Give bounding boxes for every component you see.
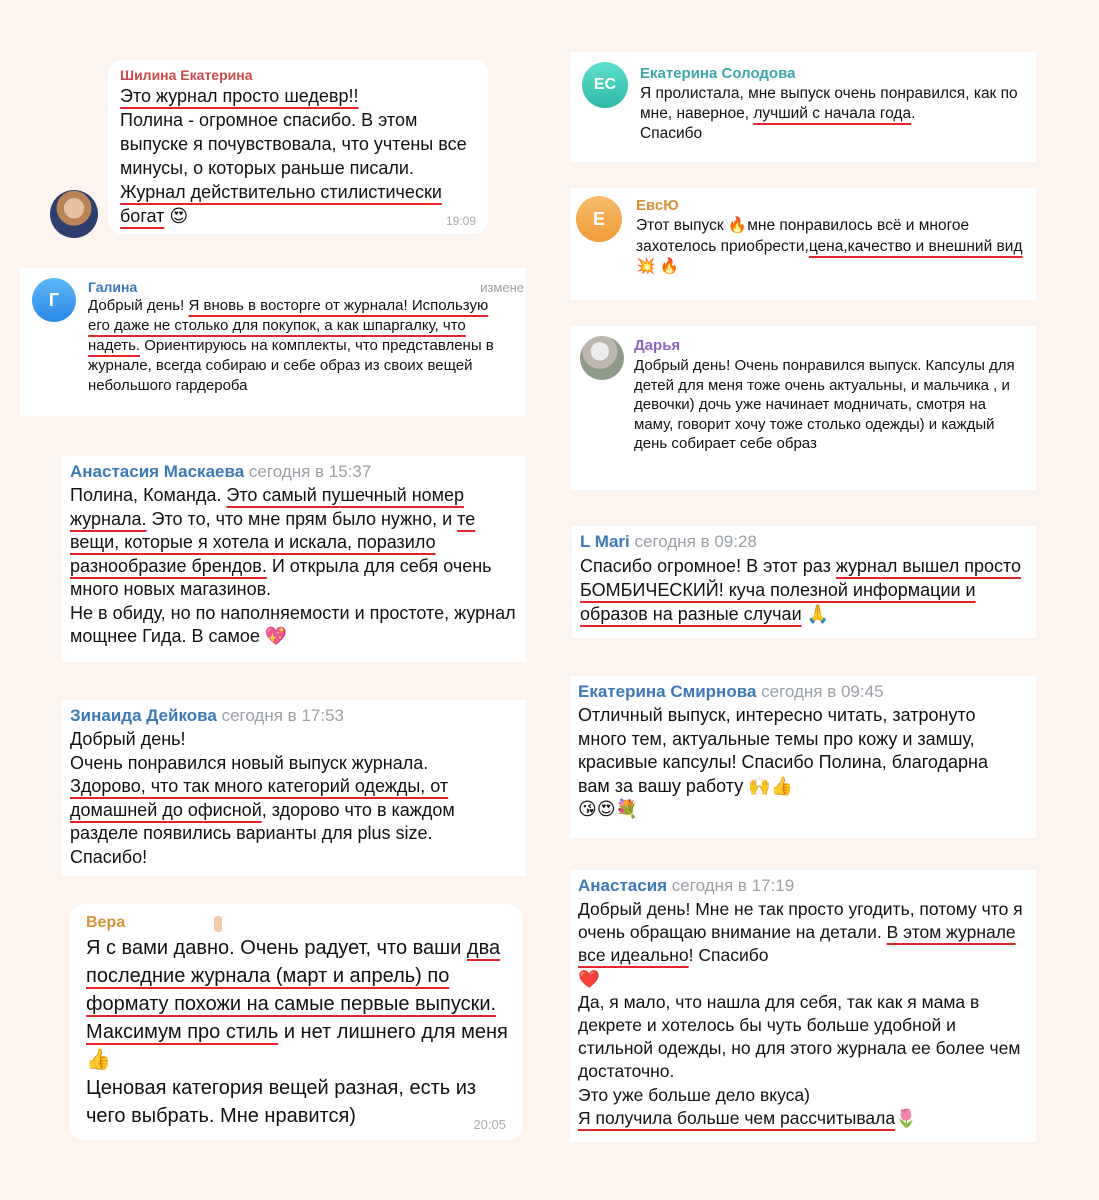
text-segment: Добрый день! Очень понравился выпуск. Капсулы для детей для меня тоже очень актуальны, и мальчика , и девочки) дочь уже начинает модничать, смотря на маму, говорит хочу тоже столько одежды) и каждый день собирает себе образ: [634, 357, 1015, 453]
text-segment: ❤️: [578, 968, 600, 989]
text-segment: Спасибо огромное! В этот раз: [580, 556, 836, 576]
review-card-evsyu: [570, 188, 1036, 300]
message-time: сегодня в 09:28: [634, 532, 757, 551]
author-name[interactable]: Дарья: [634, 337, 681, 354]
review-text: [70, 728, 520, 869]
underlined-phrase: два последние журнала (март и апрель) по формату похожи на самые первые выпуски. Максимум про стиль: [86, 937, 501, 1043]
underlined-phrase: цена,качество и внешний вид: [808, 237, 1023, 255]
author-name[interactable]: Екатерина Солодова: [640, 65, 796, 82]
text-segment: и нет лишнего для меня👍: [86, 1021, 508, 1071]
review-text: [578, 704, 1023, 822]
author-name[interactable]: Екатерина Смирнова: [578, 682, 757, 701]
review-card-solodova: [570, 52, 1036, 162]
text-segment: Ценовая категория вещей разная, есть из чего выбрать. Мне нравится): [86, 1077, 477, 1127]
text-segment: 🙏: [801, 604, 830, 624]
underlined-phrase: Это журнал просто шедевр!!: [120, 86, 359, 106]
review-card-maskaeva: [62, 456, 526, 662]
message-time: сегодня в 17:19: [671, 876, 795, 895]
underlined-phrase: те вещи, которые я хотела и искала, поразило разнообразие брендов.: [70, 508, 476, 576]
review-card-darya: [570, 326, 1036, 490]
author-name[interactable]: Зинаида Дейкова: [70, 706, 217, 725]
text-segment: 😍: [164, 206, 189, 226]
review-card-shilina: [108, 60, 488, 234]
text-segment: Добрый день!: [70, 729, 186, 749]
edited-label: измене: [480, 280, 524, 295]
text-segment: Добрый день!: [88, 297, 189, 314]
author-name[interactable]: Анастасия: [578, 876, 668, 895]
author-name[interactable]: L Mari: [580, 532, 630, 551]
text-segment: Не в обиду, но по наполняемости и простоте, журнал мощнее Гида. В самое 💖: [70, 602, 516, 646]
avatar-shilina[interactable]: [50, 190, 98, 238]
text-segment: Отличный выпуск, интересно читать, затронуто много тем, актуальные темы про кожу и замшу, красивые капсулы! Спасибо Полина, благодарна вам за вашу работу 🙌👍: [578, 705, 989, 796]
review-text: [636, 216, 1028, 278]
text-segment: Очень понравился новый выпуск журнала.: [70, 752, 429, 773]
review-card-anastasia: [570, 870, 1036, 1142]
author-name[interactable]: Галина: [88, 279, 138, 295]
review-card-vera: [70, 904, 522, 1140]
message-time: 19:09: [445, 214, 476, 228]
avatar-galina[interactable]: Г: [32, 278, 76, 322]
message-time: сегодня в 09:45: [761, 682, 884, 701]
author-name[interactable]: Шилина Екатерина: [120, 67, 253, 83]
text-segment: Я пролистала, мне выпуск очень понравился, как по мне, наверное,: [640, 85, 1018, 122]
text-segment: .: [911, 105, 916, 122]
author-name[interactable]: Анастасия Маскаева: [70, 462, 245, 481]
text-segment: ! Спасибо: [688, 945, 769, 966]
underlined-phrase: В этом журнале все идеально: [578, 922, 1016, 966]
avatar-solodova[interactable]: ЕС: [582, 62, 628, 108]
text-segment: И открыла для себя очень много новых магазинов.: [70, 555, 492, 599]
review-card-smirnova: [570, 676, 1036, 838]
underlined-phrase: Здорово, что так много категорий одежды, от домашней до офисной: [70, 776, 449, 820]
review-text: [580, 554, 1025, 626]
author-name[interactable]: ЕвсЮ: [636, 197, 679, 214]
text-segment: Это то, что мне прям было нужно, и: [146, 508, 458, 529]
underlined-phrase: Это самый пушечный номер журнала.: [70, 485, 465, 529]
review-text: [120, 84, 480, 228]
review-text: [70, 484, 520, 649]
text-segment: Спасибо!: [70, 846, 148, 867]
review-card-galina: [20, 268, 526, 416]
review-card-deikova: [62, 700, 526, 876]
text-segment: 🌷: [895, 1107, 917, 1128]
message-time: сегодня в 15:37: [248, 462, 372, 481]
text-segment: 💥 🔥: [636, 258, 679, 275]
text-segment: Спасибо: [640, 125, 703, 142]
underlined-phrase: журнал вышел просто БОМБИЧЕСКИЙ! куча полезной информации и образов на разные случаи: [580, 556, 1022, 624]
text-segment: Да, я мало, что нашла для себя, так как я мама в декрете и хотелось бы чуть больше удобной и стильной одежды, но для этого журнала ее более чем достаточно.: [578, 991, 1021, 1082]
decor-icon: [214, 916, 222, 932]
text-segment: Полина, Команда.: [70, 485, 227, 505]
review-text: [88, 296, 508, 396]
author-name[interactable]: Вера: [86, 914, 126, 931]
text-segment: Полина - огромное спасибо. В этом выпуске я почувствовала, что учтены все минусы, о которых раньше писали.: [120, 110, 467, 178]
underlined-phrase: Журнал действительно стилистически богат: [120, 182, 442, 226]
text-segment: 😘😍💐: [578, 799, 638, 819]
avatar-evsyu[interactable]: Е: [576, 196, 622, 242]
underlined-phrase: лучший с начала года: [753, 105, 912, 122]
text-segment: Я с вами давно. Очень радует, что ваши: [86, 937, 467, 959]
review-text: [86, 934, 511, 1130]
text-segment: Это уже больше дело вкуса): [578, 1084, 810, 1105]
underlined-phrase: Я вновь в восторге от журнала! Использую его даже не столько для покупок, а как шпаргалку, что надеть.: [88, 297, 489, 354]
review-text: [578, 898, 1028, 1130]
message-time: сегодня в 17:53: [221, 706, 344, 725]
review-card-lmari: [572, 526, 1036, 638]
review-text: [640, 84, 1020, 144]
underlined-phrase: Я получила больше чем рассчитывала: [578, 1107, 896, 1128]
message-time: 20:05: [473, 1117, 506, 1132]
text-segment: Ориентируюсь на комплекты, что представлены в журнале, всегда собираю и себе образ из своих вещей небольшого гардероба: [88, 337, 494, 394]
review-text: [634, 356, 1026, 454]
text-segment: Добрый день! Мне не так просто угодить, потому что я очень обращаю внимание на детали.: [578, 899, 1023, 943]
text-segment: Этот выпуск 🔥мне понравилось всё и многое захотелось приобрести,: [636, 217, 970, 255]
text-segment: , здорово что в каждом разделе появились варианты для plus size.: [70, 799, 455, 843]
